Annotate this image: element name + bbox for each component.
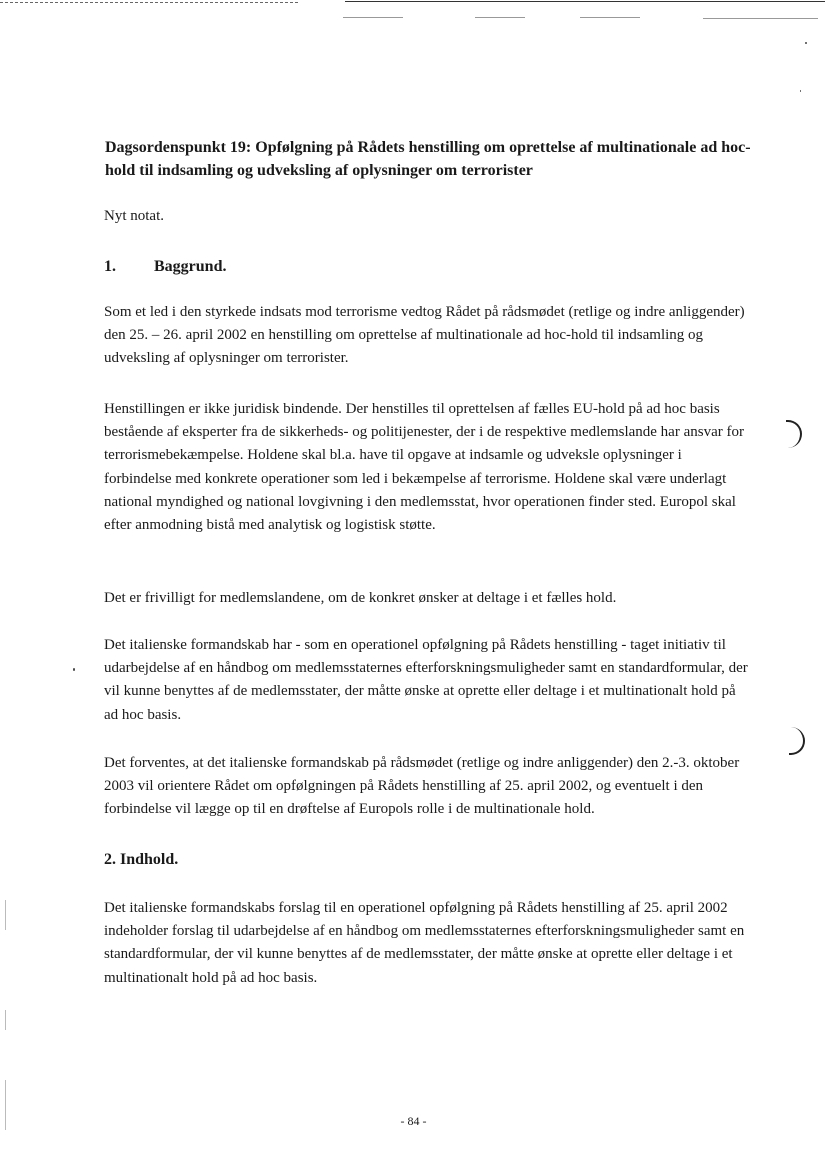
punch-hole-mark-lower (789, 727, 805, 755)
section-1-number: 1. (104, 258, 116, 275)
scan-artifact-dash-1 (343, 17, 403, 18)
scan-artifact-top-mid (345, 1, 825, 2)
section-1-title-text: Baggrund. (154, 258, 227, 275)
scan-speck (805, 42, 807, 44)
page-number: - 84 - (400, 1114, 427, 1128)
section-1-paragraph: Henstillingen er ikke juridisk bindende. Der henstilles til oprettelsen af fælles EU-hold på ad hoc basis bestående af eksperter fra de sikkerheds- og politijenester, der i de respektive medlemslande har ansvar for terrorismebekæmpelse. Holdene skal bl.a. have til opgave at indsamle og udveksle oplysninger i forbindelse med konkrete operationer som led i bekæmpelse af terrorisme. Holdene skal være underlagt national myndighed og national lovgivning i den medlemsstat, hvor operationen finder sted. Europol skal efter anmodning bistå med analytisk og logistisk støtte. (104, 401, 744, 534)
section-1-paragraph: Det italienske formandskab har - som en operationel opfølgning på Rådets henstilling - taget initiativ til udarbejdelse af en håndbog om medlemsstaternes efterforskningsmuligheder samt en standardformular, der vil kunne benyttes af de medlemsstater, der måtte ønske at oprette eller deltage i et multinationalt hold på ad hoc basis. (104, 637, 748, 723)
scan-margin-line (5, 1010, 6, 1030)
section-2-paragraph: Det italienske formandskabs forslag til en operationel opfølgning på Rådets henstilling af 25. april 2002 indeholder forslag til udarbejdelse af en håndbog om medlemsstaternes efterforskningsmuligheder samt en standardformular, der vil kunne benyttes af de medlemsstater, der måtte ønske at oprette eller deltage i et multinationalt hold på ad hoc basis. (104, 900, 745, 986)
scan-speck (73, 668, 75, 671)
punch-hole-mark-upper (786, 420, 802, 448)
scan-artifact-top-left (0, 2, 300, 3)
section-1-paragraph: Det er frivilligt for medlemslandene, om de konkret ønsker at deltage i et fælles hold. (104, 590, 617, 606)
note-text: Nyt notat. (104, 208, 164, 224)
scan-speck (800, 90, 801, 92)
section-2-title: 2. Indhold. (104, 851, 179, 868)
scan-artifact-dash-4 (703, 18, 818, 19)
agenda-item-heading: Dagsordenspunkt 19: Opfølgning på Rådets henstilling om oprettelse af multinationale ad hoc-hold til indsamling og udveksling af oplysninger om terrorister (105, 139, 751, 179)
scan-margin-line (5, 900, 6, 930)
section-1-paragraph: Det forventes, at det italienske formandskab på rådsmødet (retlige og indre anliggender) den 2.-3. oktober 2003 vil orientere Rådet om opfølgningen på Rådets henstilling af 25. april 2002, og eventuelt i den forbindelse vil lægge op til en drøftelse af Europols rolle i de multinationale hold. (104, 755, 740, 818)
section-1-paragraph: Som et led i den styrkede indsats mod terrorisme vedtog Rådet på rådsmødet (retlige og indre anliggender) den 25. – 26. april 2002 en henstilling om oprettelse af multinationale ad hoc-hold til indsamling og udveksling af oplysninger om terrorister. (104, 304, 745, 367)
section-1-title (104, 255, 226, 278)
scan-artifact-dash-3 (580, 17, 640, 18)
scan-artifact-dash-2 (475, 17, 525, 18)
